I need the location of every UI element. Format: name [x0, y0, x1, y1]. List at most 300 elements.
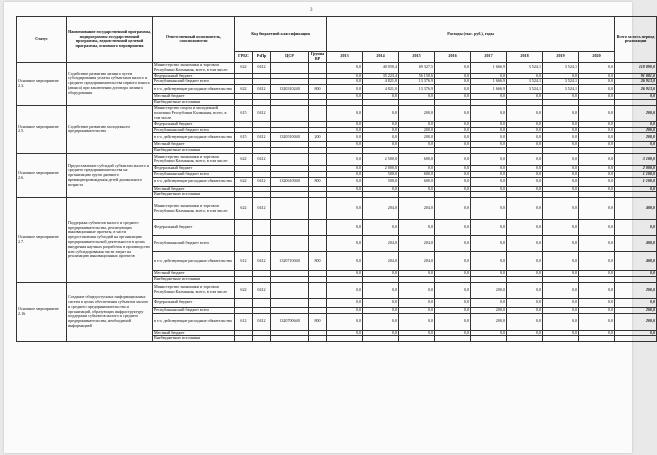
- value-cell: 0,0: [363, 298, 399, 307]
- budget-table: [16, 16, 657, 342]
- value-cell: 0,0: [507, 198, 543, 220]
- csr-cell: [271, 336, 309, 342]
- value-cell: 0,0: [471, 133, 507, 142]
- value-cell: 0,0: [579, 236, 615, 252]
- value-cell: 0,0: [579, 105, 615, 121]
- value-cell: 200,0: [471, 313, 507, 330]
- vr-cell: [309, 336, 327, 342]
- value-cell: 0,0: [327, 153, 363, 165]
- grbs-cell: 622: [235, 153, 253, 165]
- value-cell: 0,0: [327, 94, 363, 100]
- value-cell: 0,0: [507, 133, 543, 142]
- total-cell: 200,0: [615, 133, 657, 142]
- value-cell: 0,0: [327, 73, 363, 79]
- grbs-cell: 622: [235, 177, 253, 186]
- value-cell: 0,0: [579, 171, 615, 177]
- total-cell: 26 913,0: [615, 85, 657, 94]
- value-cell: 0,0: [507, 153, 543, 165]
- value-cell: 0,0: [327, 127, 363, 133]
- value-cell: 4 821,0: [363, 79, 399, 85]
- grbs-cell: 622: [235, 85, 253, 94]
- executor-cell: Внебюджетные источники: [153, 192, 235, 198]
- executor-cell: Федеральный бюджет: [153, 165, 235, 171]
- col-code-group: Код бюджетной классификации: [235, 17, 327, 52]
- col-year: 2015: [399, 52, 435, 63]
- document-page: [4, 2, 656, 453]
- status-cell: Основное мероприятие 2.3.: [17, 62, 67, 105]
- csr-cell: [271, 153, 309, 165]
- value-cell: 0,0: [435, 165, 471, 171]
- value-cell: 0,0: [399, 220, 435, 236]
- value-cell: 0,0: [543, 186, 579, 192]
- name-cell: Содействие развитию лизинга путем субсидирования уплаты субъектами малого и среднего предпринимательства первого взноса (аванса) при заключении договора лизинга оборудования: [67, 62, 153, 105]
- executor-cell: Федеральный бюджет: [153, 220, 235, 236]
- value-cell: 204,0: [363, 236, 399, 252]
- executor-cell: Местный бюджет: [153, 94, 235, 100]
- col-grbs: ГРБС: [235, 52, 253, 63]
- vr-cell: [309, 282, 327, 298]
- value-cell: 0,0: [435, 127, 471, 133]
- total-cell: 0,0: [615, 121, 657, 127]
- value-cell: 2 000,0: [363, 165, 399, 171]
- value-cell: 0,0: [507, 73, 543, 79]
- csr-cell: 1320610040: [271, 177, 309, 186]
- value-cell: 13 376,9: [399, 79, 435, 85]
- value-cell: 0,0: [543, 220, 579, 236]
- value-cell: 0,0: [471, 236, 507, 252]
- value-cell: 0,0: [507, 271, 543, 277]
- value-cell: 500,0: [363, 171, 399, 177]
- value-cell: 0,0: [543, 73, 579, 79]
- total-cell: 0,0: [615, 94, 657, 100]
- value-cell: 0,0: [579, 85, 615, 94]
- value-cell: 0,0: [579, 121, 615, 127]
- rzpr-cell: 0412: [253, 85, 271, 94]
- col-year: 2016: [435, 52, 471, 63]
- grbs-cell: 622: [235, 282, 253, 298]
- value-cell: 204,0: [363, 198, 399, 220]
- value-cell: 0,0: [579, 142, 615, 148]
- name-cell: Создание общедоступных информационных систем в целях обеспечения субъектов малого и среднего предпринимательства и организаций, образующих инфраструктуру поддержки субъектов малого и среднего предпринимательства, необходимой информацией: [67, 282, 153, 341]
- value-cell: 0,0: [471, 94, 507, 100]
- total-cell: 0,0: [615, 298, 657, 307]
- rzpr-cell: [253, 336, 271, 342]
- rzpr-cell: 0412: [253, 282, 271, 298]
- value-cell: 0,0: [543, 282, 579, 298]
- table-row: [17, 198, 657, 220]
- grbs-cell: [235, 236, 253, 252]
- value-cell: 0,0: [399, 307, 435, 313]
- csr-cell: 1320310240: [271, 85, 309, 94]
- table-row: [17, 153, 657, 165]
- rzpr-cell: 0412: [253, 198, 271, 220]
- value-cell: 0,0: [399, 271, 435, 277]
- total-cell: 0,0: [615, 330, 657, 336]
- value-cell: 0,0: [327, 62, 363, 73]
- value-cell: 0,0: [471, 171, 507, 177]
- value-cell: 0,0: [579, 220, 615, 236]
- executor-cell: в т.ч. действующие расходные обязательства: [153, 252, 235, 271]
- value-cell: 0,0: [435, 94, 471, 100]
- value-cell: 0,0: [399, 330, 435, 336]
- value-cell: 0,0: [327, 271, 363, 277]
- grbs-cell: 622: [235, 62, 253, 73]
- value-cell: 0,0: [435, 153, 471, 165]
- value-cell: 0,0: [507, 127, 543, 133]
- status-cell: Основное мероприятие 2.16.: [17, 282, 67, 341]
- value-cell: 600,0: [399, 153, 435, 165]
- value-cell: 0,0: [363, 105, 399, 121]
- value-cell: 0,0: [327, 330, 363, 336]
- value-cell: 0,0: [327, 121, 363, 127]
- value-cell: 0,0: [327, 105, 363, 121]
- value-cell: 3 524,1: [507, 62, 543, 73]
- value-cell: 0,0: [543, 121, 579, 127]
- value-cell: 0,0: [507, 330, 543, 336]
- name-cell: Предоставление субсидий субъектам малого и среднего предпринимательства на организацию групп дневного времяпрепровождения детей дошкольного возраста: [67, 153, 153, 197]
- value-cell: [471, 336, 507, 342]
- name-cell: Поддержка субъектов малого и среднего предпринимательства, реализующих инновационные проекты, в части предоставления субсидий на организацию предпринимательской деятельности в целях внедрения научных разработок в производство или субсидирования части затрат на реализацию инновационных проектов: [67, 198, 153, 283]
- value-cell: 200,0: [471, 307, 507, 313]
- executor-cell: Министерство экономики и торговли Республики Калмыкия, всего, в том числе: [153, 282, 235, 298]
- vr-cell: 800: [309, 313, 327, 330]
- executor-cell: Республиканский бюджет всего: [153, 307, 235, 313]
- value-cell: 500,0: [363, 177, 399, 186]
- value-cell: 1 666,9: [471, 79, 507, 85]
- value-cell: 0,0: [363, 313, 399, 330]
- value-cell: 0,0: [543, 177, 579, 186]
- value-cell: 0,0: [579, 252, 615, 271]
- value-cell: 204,0: [399, 236, 435, 252]
- value-cell: 0,0: [579, 133, 615, 142]
- value-cell: 35 223,4: [363, 73, 399, 79]
- value-cell: 3 524,1: [507, 79, 543, 85]
- value-cell: 2 500,0: [363, 153, 399, 165]
- value-cell: 0,0: [471, 105, 507, 121]
- value-cell: 0,0: [543, 105, 579, 121]
- executor-cell: Республиканский бюджет всего: [153, 127, 235, 133]
- value-cell: 0,0: [579, 282, 615, 298]
- executor-cell: в т.ч. действующие расходные обязательства: [153, 85, 235, 94]
- value-cell: 0,0: [543, 171, 579, 177]
- rzpr-cell: 0412: [253, 62, 271, 73]
- value-cell: 0,0: [579, 330, 615, 336]
- rzpr-cell: 0412: [253, 133, 271, 142]
- col-year: 2019: [543, 52, 579, 63]
- executor-cell: Местный бюджет: [153, 142, 235, 148]
- value-cell: 0,0: [435, 133, 471, 142]
- value-cell: 0,0: [399, 121, 435, 127]
- total-cell: 0,0: [615, 220, 657, 236]
- table-row: [17, 105, 657, 121]
- col-year: 2017: [471, 52, 507, 63]
- value-cell: 0,0: [543, 142, 579, 148]
- value-cell: 0,0: [363, 94, 399, 100]
- value-cell: 4 821,0: [363, 85, 399, 94]
- vr-cell: [309, 220, 327, 236]
- value-cell: 0,0: [507, 313, 543, 330]
- col-status: Статус: [17, 17, 67, 63]
- header-row: [17, 17, 657, 52]
- value-cell: 0,0: [435, 186, 471, 192]
- value-cell: 0,0: [471, 186, 507, 192]
- value-cell: 0,0: [363, 142, 399, 148]
- total-cell: 3 100,0: [615, 153, 657, 165]
- value-cell: 0,0: [399, 298, 435, 307]
- value-cell: 0,0: [471, 220, 507, 236]
- value-cell: 0,0: [471, 153, 507, 165]
- value-cell: 200,0: [471, 282, 507, 298]
- grbs-cell: 622: [235, 198, 253, 220]
- value-cell: 40 050,4: [363, 62, 399, 73]
- rzpr-cell: 0412: [253, 105, 271, 121]
- total-cell: 200,0: [615, 307, 657, 313]
- value-cell: 0,0: [543, 313, 579, 330]
- value-cell: [399, 336, 435, 342]
- executor-cell: Внебюджетные источники: [153, 99, 235, 105]
- col-year: 2013: [327, 52, 363, 63]
- value-cell: 204,0: [399, 252, 435, 271]
- name-cell: Содействие развитию молодежного предпринимательства: [67, 105, 153, 153]
- value-cell: 0,0: [543, 330, 579, 336]
- value-cell: 0,0: [579, 165, 615, 171]
- value-cell: 0,0: [363, 330, 399, 336]
- value-cell: 1 666,9: [471, 62, 507, 73]
- csr-cell: [271, 198, 309, 220]
- value-cell: 0,0: [507, 142, 543, 148]
- value-cell: 0,0: [507, 252, 543, 271]
- value-cell: 1 666,9: [471, 85, 507, 94]
- value-cell: 0,0: [435, 298, 471, 307]
- value-cell: 3 524,1: [543, 62, 579, 73]
- value-cell: 0,0: [579, 307, 615, 313]
- value-cell: 0,0: [579, 73, 615, 79]
- value-cell: 3 524,1: [543, 85, 579, 94]
- csr-cell: [271, 282, 309, 298]
- value-cell: 69 327,5: [399, 62, 435, 73]
- vr-cell: [309, 62, 327, 73]
- value-cell: 0,0: [543, 153, 579, 165]
- grbs-cell: 615: [235, 105, 253, 121]
- executor-cell: Республиканский бюджет всего: [153, 79, 235, 85]
- value-cell: 0,0: [579, 271, 615, 277]
- grbs-cell: 612: [235, 252, 253, 271]
- value-cell: 0,0: [507, 165, 543, 171]
- value-cell: 0,0: [327, 177, 363, 186]
- value-cell: 0,0: [399, 282, 435, 298]
- value-cell: 0,0: [435, 62, 471, 73]
- value-cell: 0,0: [327, 298, 363, 307]
- value-cell: 0,0: [471, 298, 507, 307]
- value-cell: 0,0: [507, 94, 543, 100]
- value-cell: 200,0: [399, 127, 435, 133]
- status-cell: Основное мероприятие 2.6.: [17, 153, 67, 197]
- total-cell: 200,0: [615, 282, 657, 298]
- value-cell: 0,0: [363, 133, 399, 142]
- value-cell: 0,0: [399, 186, 435, 192]
- value-cell: 0,0: [507, 220, 543, 236]
- value-cell: 0,0: [327, 171, 363, 177]
- rzpr-cell: 0412: [253, 252, 271, 271]
- value-cell: 0,0: [471, 73, 507, 79]
- value-cell: 0,0: [435, 198, 471, 220]
- value-cell: [543, 336, 579, 342]
- value-cell: 200,0: [399, 133, 435, 142]
- value-cell: [579, 336, 615, 342]
- col-csr: ЦСР: [271, 52, 309, 63]
- value-cell: 0,0: [543, 307, 579, 313]
- total-cell: 200,0: [615, 313, 657, 330]
- value-cell: 0,0: [435, 171, 471, 177]
- value-cell: 0,0: [543, 127, 579, 133]
- executor-cell: Внебюджетные источники: [153, 276, 235, 282]
- value-cell: [507, 336, 543, 342]
- status-cell: Основное мероприятие 2.7.: [17, 198, 67, 283]
- value-cell: 204,0: [363, 252, 399, 271]
- total-cell: 1 100,0: [615, 177, 657, 186]
- executor-cell: Республиканский бюджет всего: [153, 171, 235, 177]
- value-cell: 0,0: [471, 252, 507, 271]
- executor-cell: Местный бюджет: [153, 330, 235, 336]
- value-cell: 0,0: [327, 282, 363, 298]
- value-cell: 0,0: [435, 85, 471, 94]
- value-cell: 0,0: [435, 307, 471, 313]
- value-cell: 0,0: [543, 236, 579, 252]
- value-cell: 0,0: [543, 165, 579, 171]
- executor-cell: Министерство экономики и торговли Республики Калмыкия, всего, в том числе:: [153, 153, 235, 165]
- table-row: [17, 62, 657, 73]
- grbs-cell: [235, 336, 253, 342]
- vr-cell: [309, 198, 327, 220]
- total-cell: 408,0: [615, 252, 657, 271]
- value-cell: 0,0: [471, 330, 507, 336]
- value-cell: 0,0: [363, 220, 399, 236]
- executor-cell: Министерство спорта и молодежной политики Республики Калмыкия, всего, в том числе: [153, 105, 235, 121]
- status-cell: Основное мероприятие 2.5.: [17, 105, 67, 153]
- value-cell: 0,0: [507, 307, 543, 313]
- value-cell: 0,0: [435, 236, 471, 252]
- value-cell: 0,0: [363, 121, 399, 127]
- value-cell: 0,0: [435, 177, 471, 186]
- col-executor: Ответственный исполнитель, соисполнители: [153, 17, 235, 63]
- value-cell: 0,0: [543, 198, 579, 220]
- executor-cell: Местный бюджет: [153, 271, 235, 277]
- value-cell: 0,0: [435, 105, 471, 121]
- col-total: Всего за весь период реализации: [615, 17, 657, 63]
- executor-cell: Министерство экономики и торговли Республики Калмыкия, всего, в том числе:: [153, 198, 235, 220]
- value-cell: 200,0: [399, 105, 435, 121]
- total-cell: 118 090,0: [615, 62, 657, 73]
- csr-cell: 1320700640: [271, 313, 309, 330]
- vr-cell: 800: [309, 252, 327, 271]
- vr-cell: 200: [309, 133, 327, 142]
- rzpr-cell: 0412: [253, 313, 271, 330]
- col-year: 2018: [507, 52, 543, 63]
- value-cell: 0,0: [471, 165, 507, 171]
- value-cell: 0,0: [471, 271, 507, 277]
- value-cell: 0,0: [543, 298, 579, 307]
- vr-cell: [309, 105, 327, 121]
- total-cell: 1 100,0: [615, 171, 657, 177]
- executor-cell: в т.ч. действующие расходные обязательства: [153, 313, 235, 330]
- vr-cell: [309, 298, 327, 307]
- value-cell: 0,0: [507, 236, 543, 252]
- total-cell: 408,0: [615, 236, 657, 252]
- value-cell: [363, 336, 399, 342]
- csr-cell: [271, 62, 309, 73]
- executor-cell: Внебюджетные источники: [153, 336, 235, 342]
- vr-cell: [309, 153, 327, 165]
- total-cell: [615, 336, 657, 342]
- csr-cell: [271, 298, 309, 307]
- col-rzpr: РзПр: [253, 52, 271, 63]
- csr-cell: 1320710040: [271, 252, 309, 271]
- value-cell: 0,0: [579, 313, 615, 330]
- value-cell: 0,0: [363, 186, 399, 192]
- executor-cell: в т.ч. действующие расходные обязательства: [153, 177, 235, 186]
- col-year: 2014: [363, 52, 399, 63]
- value-cell: 3 524,1: [543, 79, 579, 85]
- grbs-cell: [235, 220, 253, 236]
- total-cell: 200,0: [615, 127, 657, 133]
- table-row: [17, 282, 657, 298]
- executor-cell: Республиканский бюджет всего: [153, 236, 235, 252]
- total-cell: 91 081,0: [615, 73, 657, 79]
- value-cell: [435, 336, 471, 342]
- value-cell: 0,0: [507, 105, 543, 121]
- value-cell: 0,0: [507, 171, 543, 177]
- total-cell: 2 000,0: [615, 165, 657, 171]
- rzpr-cell: [253, 236, 271, 252]
- value-cell: 0,0: [399, 94, 435, 100]
- value-cell: 204,0: [399, 198, 435, 220]
- value-cell: 0,0: [471, 142, 507, 148]
- value-cell: 0,0: [579, 198, 615, 220]
- page-number: 3: [310, 8, 313, 13]
- vr-cell: 800: [309, 85, 327, 94]
- executor-cell: Федеральный бюджет: [153, 73, 235, 79]
- value-cell: 0,0: [363, 307, 399, 313]
- value-cell: 0,0: [363, 127, 399, 133]
- value-cell: 0,0: [327, 313, 363, 330]
- value-cell: 0,0: [327, 142, 363, 148]
- value-cell: [327, 336, 363, 342]
- value-cell: 0,0: [435, 330, 471, 336]
- rzpr-cell: 0412: [253, 153, 271, 165]
- total-cell: 0,0: [615, 186, 657, 192]
- rzpr-cell: 0412: [253, 177, 271, 186]
- value-cell: 0,0: [435, 271, 471, 277]
- col-name: Наименование государственной программы, подпрограммы государственной программы, ведомственной целевой программы, основного мероприятия: [67, 17, 153, 63]
- value-cell: 0,0: [327, 186, 363, 192]
- executor-cell: Федеральный бюджет: [153, 121, 235, 127]
- value-cell: 0,0: [327, 198, 363, 220]
- value-cell: 0,0: [543, 252, 579, 271]
- value-cell: 600,0: [399, 171, 435, 177]
- value-cell: 0,0: [579, 127, 615, 133]
- grbs-cell: 612: [235, 313, 253, 330]
- executor-cell: в т.ч. действующие расходные обязательства: [153, 133, 235, 142]
- executor-cell: Местный бюджет: [153, 186, 235, 192]
- total-cell: 26 913,0: [615, 79, 657, 85]
- value-cell: 0,0: [327, 165, 363, 171]
- value-cell: 0,0: [579, 94, 615, 100]
- col-year: 2020: [579, 52, 615, 63]
- value-cell: 0,0: [507, 186, 543, 192]
- vr-cell: [309, 236, 327, 252]
- executor-cell: Министерство экономики и торговли Республики Калмыкия, всего, в том числе:: [153, 62, 235, 73]
- value-cell: 0,0: [471, 198, 507, 220]
